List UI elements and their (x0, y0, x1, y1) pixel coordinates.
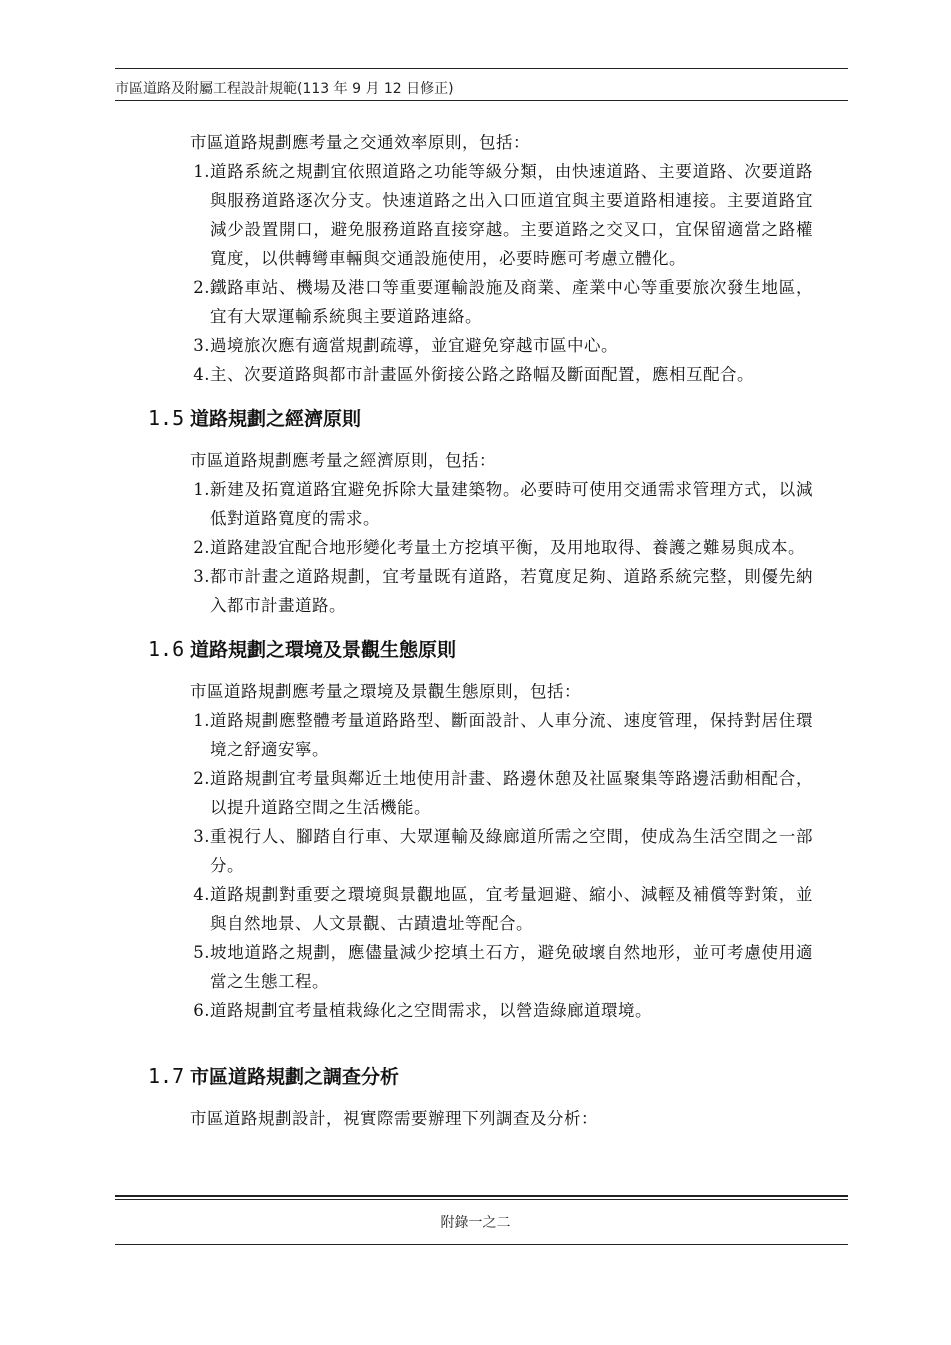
list-item-text: 都市計畫之道路規劃，宜考量既有道路，若寬度足夠、道路系統完整，則優先納入都市計畫道路。 (210, 567, 813, 615)
section-number: 1.7 (148, 1064, 185, 1088)
section-title: 道路規劃之環境及景觀生態原則 (190, 639, 457, 661)
list-item (148, 822, 813, 880)
section-heading (148, 634, 813, 665)
section-intro: 市區道路規劃應考量之經濟原則，包括： (190, 451, 496, 470)
section-number: 1.5 (148, 406, 185, 430)
page-footer: 附錄一之二 (440, 1215, 511, 1231)
list-item-text: 道路規劃宜考量與鄰近土地使用計畫、路邊休憩及社區聚集等路邊活動相配合，以提升道路空間之生活機能。 (210, 769, 813, 817)
list-item-number: 4. (193, 885, 210, 904)
footer-bottom-rule (115, 1244, 848, 1245)
section-1-5 (148, 403, 813, 620)
section-intro: 市區道路規劃應考量之環境及景觀生態原則，包括： (190, 682, 581, 701)
list-item (148, 273, 813, 331)
list-item-number: 3. (193, 336, 210, 355)
section-intro: 市區道路規劃應考量之交通效率原則，包括： (190, 133, 530, 152)
list-item-text: 道路規劃應整體考量道路路型、斷面設計、人車分流、速度管理，保持對居住環境之舒適安寧。 (210, 711, 813, 759)
list-item-number: 2. (193, 278, 210, 297)
list-item-number: 2. (193, 769, 210, 788)
list-item-text: 過境旅次應有適當規劃疏導，並宜避免穿越市區中心。 (210, 336, 618, 355)
header-top-rule (115, 68, 848, 69)
list-item (148, 938, 813, 996)
section-traffic-efficiency (148, 128, 813, 389)
list-item-number: 1. (193, 480, 210, 499)
section-heading (148, 1061, 813, 1092)
list-item-number: 2. (193, 538, 210, 557)
section-title: 道路規劃之經濟原則 (190, 408, 362, 430)
list-item-text: 重視行人、腳踏自行車、大眾運輸及綠廊道所需之空間，使成為生活空間之一部分。 (210, 827, 813, 875)
list-item (148, 475, 813, 533)
list-item-text: 道路建設宜配合地形變化考量土方挖填平衡，及用地取得、養護之難易與成本。 (210, 538, 805, 557)
section-number: 1.6 (148, 637, 185, 661)
section-spacer (148, 1025, 813, 1047)
section-title: 市區道路規劃之調查分析 (190, 1066, 400, 1088)
list-item (148, 880, 813, 938)
list-item-number: 3. (193, 827, 210, 846)
footer-top-rule-thin (115, 1199, 848, 1200)
section-1-7 (148, 1061, 813, 1133)
list-item (148, 157, 813, 273)
list-item-text: 道路系統之規劃宜依照道路之功能等級分類，由快速道路、主要道路、次要道路與服務道路逐次分支。快速道路之出入口匝道宜與主要道路相連接。主要道路宜減少設置開口，避免服務道路直接穿越。主要道路之交叉口，宜保留適當之路權寬度，以供轉彎車輛與交通設施使用，必要時應可考慮立體化。 (210, 162, 813, 268)
list-item-number: 5. (193, 943, 210, 962)
list-item-number: 1. (193, 711, 210, 730)
list-item (148, 360, 813, 389)
list-item (148, 533, 813, 562)
list-item-text: 新建及拓寬道路宜避免拆除大量建築物。必要時可使用交通需求管理方式，以減低對道路寬度的需求。 (210, 480, 813, 528)
list-item-number: 6. (193, 1001, 210, 1020)
section-1-6 (148, 634, 813, 1025)
list-item-text: 坡地道路之規劃，應儘量減少挖填土石方，避免破壞自然地形，並可考慮使用適當之生態工程。 (210, 943, 813, 991)
header-bottom-rule (115, 100, 848, 101)
list-item (148, 764, 813, 822)
list-item-text: 道路規劃對重要之環境與景觀地區，宜考量迴避、縮小、減輕及補償等對策，並與自然地景、人文景觀、古蹟遺址等配合。 (210, 885, 813, 933)
page-body (148, 128, 813, 1133)
list-item-text: 道路規劃宜考量植栽綠化之空間需求，以營造綠廊道環境。 (210, 1001, 652, 1020)
page-header: 市區道路及附屬工程設計規範(113 年 9 月 12 日修正) (115, 81, 454, 97)
list-item-text: 鐵路車站、機場及港口等重要運輸設施及商業、產業中心等重要旅次發生地區，宜有大眾運輸系統與主要道路連絡。 (210, 278, 813, 326)
list-item-number: 3. (193, 567, 210, 586)
list-item (148, 331, 813, 360)
list-item-number: 1. (193, 162, 210, 181)
section-heading (148, 403, 813, 434)
list-item-text: 主、次要道路與都市計畫區外銜接公路之路幅及斷面配置，應相互配合。 (210, 365, 754, 384)
list-item (148, 706, 813, 764)
list-item (148, 996, 813, 1025)
list-item (148, 562, 813, 620)
footer-top-rule (115, 1195, 848, 1197)
list-item-number: 4. (193, 365, 210, 384)
section-intro: 市區道路規劃設計，視實際需要辦理下列調查及分析： (190, 1109, 598, 1128)
